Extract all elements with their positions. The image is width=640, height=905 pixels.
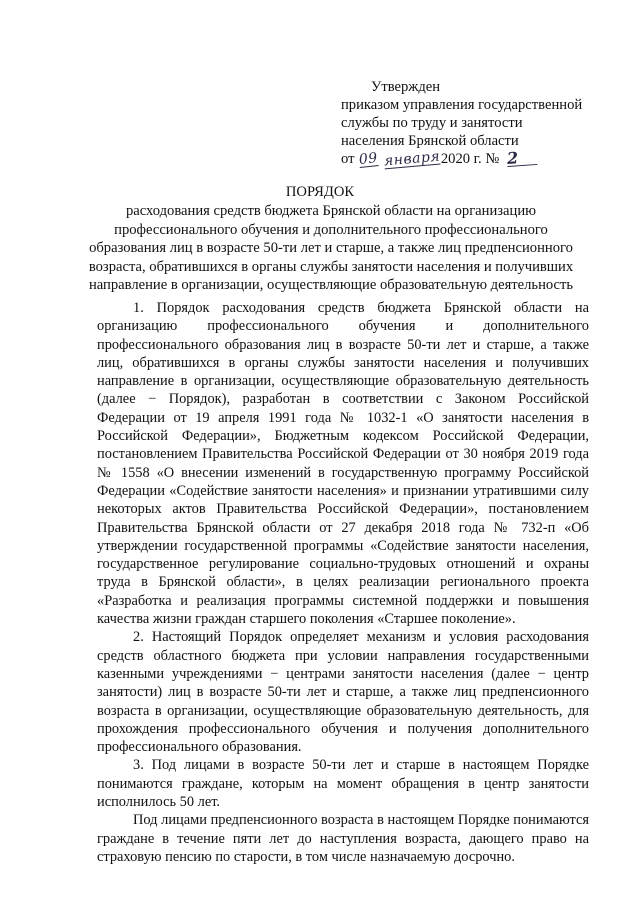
approval-order-line: приказом управления государственной — [341, 97, 583, 113]
handwritten-month: января — [382, 148, 441, 170]
approval-block — [341, 78, 601, 168]
document-subtitle: расходования средств бюджета Брянской области на организацию профессионального обучения и дополнительного профессионального образования лиц в возрасте 50-ти лет и старше, а также лиц предпенсионного возраста, обратившихся в органы службы занятости населения и получивших направление в организации, осуществляющие образовательную деятельность — [88, 203, 574, 294]
document-body — [97, 299, 589, 866]
handwritten-day: 09 — [358, 150, 379, 168]
handwritten-number: 2 — [506, 150, 537, 167]
approval-service-line: службы по труду и занятости — [341, 115, 523, 131]
date-prefix: от — [341, 151, 355, 167]
document-title: ПОРЯДОК — [285, 184, 355, 200]
paragraph-3: 3. Под лицами в возрасте 50-ти лет и старше в настоящем Порядке понимаются граждане, которым на момент обращения в центр занятости исполнилось 50 лет. — [97, 757, 589, 811]
approval-region-line: населения Брянской области — [341, 133, 519, 149]
paragraph-4: Под лицами предпенсионного возраста в настоящем Порядке понимаются граждане в течение пяти лет до наступления возраста, дающего право на страховую пенсию по старости, в том числе назначаемую досрочно. — [97, 812, 589, 865]
paragraph-2: 2. Настоящий Порядок определяет механизм и условия расходования средств областного бюджета при условии направления государственными казенными учреждениями − центрами занятости населения (далее − центр занятости) лиц в возрасте 50-ти лет и старше, а также лиц предпенсионного возраста в организации, осуществляющие образовательную деятельность, для прохождения профессионального обучения и получения дополнительного профессионального образования. — [97, 629, 589, 756]
approval-heading: Утвержден — [371, 79, 441, 95]
paragraph-1: 1. Порядок расходования средств бюджета Брянской области на организацию профессионального обучения и дополнительного профессионального образования лиц в возрасте 50-ти лет и старше, а также лиц, обратившихся в органы службы занятости населения и получивших направление в организации, осуществляющие образовательную деятельность (далее − Порядок), разработан в соответствии с Законом Российской Федерации от 19 апреля 1991 года № 1032-1 «О занятости населения в Российской Федерации», Бюджетным кодексом Российской Федерации, постановлением Правительства Российской Федерации от 30 ноября 2019 года № 1558 «О внесении изменений в государственную программу Российской Федерации «Содействие занятости населения» и признании утратившими силу некоторых актов Правительства Российской Федерации», постановлением Правительства Брянской области от 27 декабря 2018 года № 732-п «Об утверждении государственной программы «Содействие занятости населения, государственное регулирование социально-трудовых отношений и охраны труда в Брянской области», в целях реализации регионального проекта «Разработка и реализация программы системной поддержки и повышения качества жизни граждан старшего поколения «Старшее поколение». — [97, 300, 589, 628]
approval-date-line — [341, 150, 601, 168]
date-suffix: 2020 г. № — [440, 151, 500, 167]
